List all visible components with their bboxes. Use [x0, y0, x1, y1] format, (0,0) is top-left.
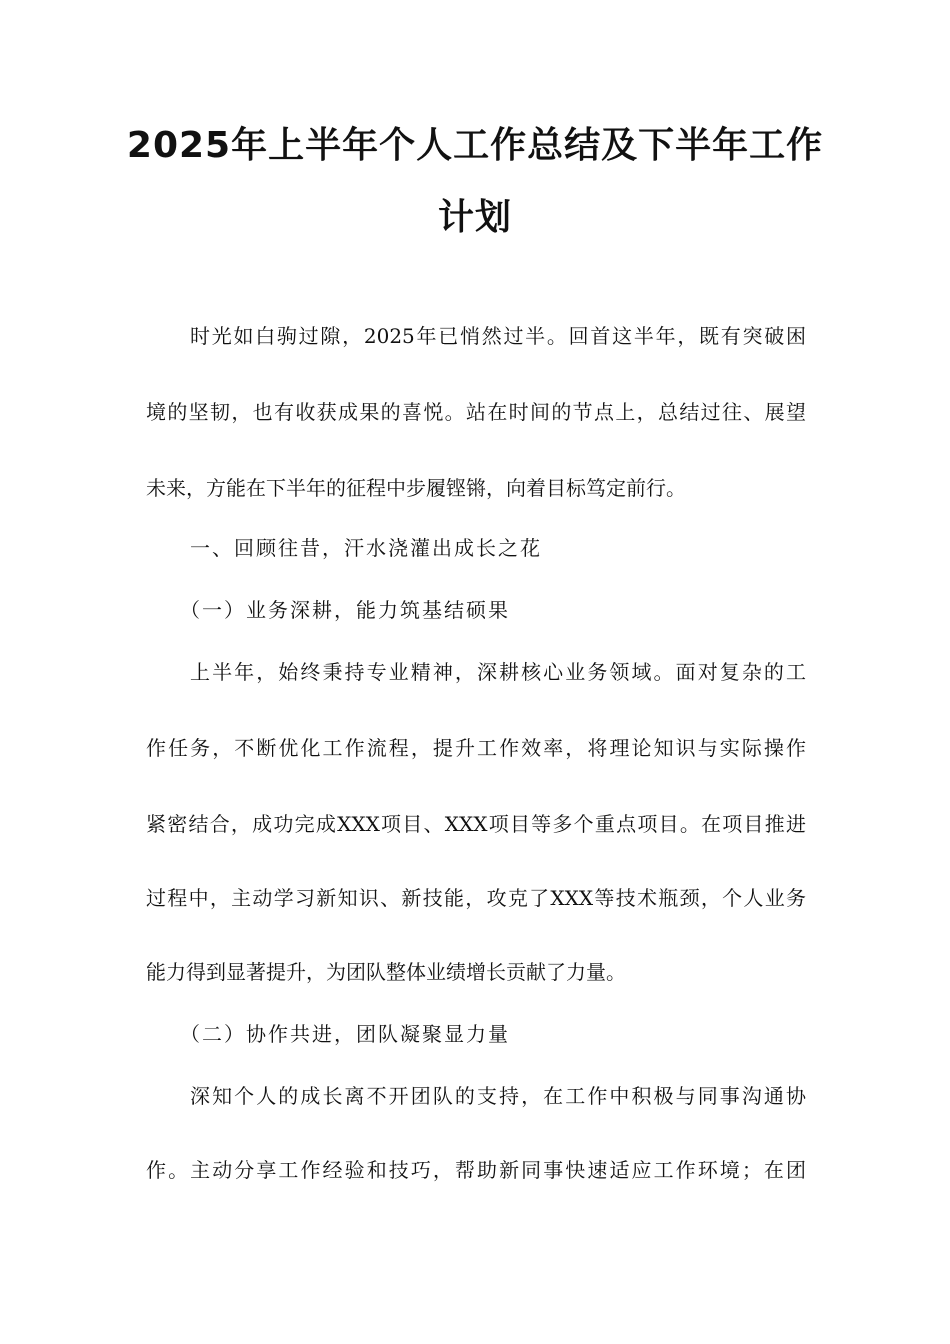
sub1-paragraph-line-3: 紧密结合，成功完成XXX项目、XXX项目等多个重点项目。在项目推进 — [146, 812, 806, 836]
subsection-1-heading: （一）业务深耕，能力筑基结硕果 — [180, 598, 510, 622]
sub1-paragraph-line-4: 过程中，主动学习新知识、新技能，攻克了XXX等技术瓶颈，个人业务 — [146, 886, 806, 910]
sub1-paragraph-line-5: 能力得到显著提升，为团队整体业绩增长贡献了力量。 — [146, 960, 626, 984]
intro-line-1: 时光如白驹过隙，2025年已悄然过半。回首这半年，既有突破困 — [190, 324, 806, 348]
sub1-paragraph-line-1: 上半年，始终秉持专业精神，深耕核心业务领域。面对复杂的工 — [190, 660, 806, 684]
subsection-2-heading: （二）协作共进，团队凝聚显力量 — [180, 1022, 510, 1046]
intro-line-3: 未来，方能在下半年的征程中步履铿锵，向着目标笃定前行。 — [146, 476, 686, 500]
sub2-paragraph-line-1: 深知个人的成长离不开团队的支持，在工作中积极与同事沟通协 — [190, 1084, 806, 1108]
section-1-heading: 一、回顾往昔，汗水浇灌出成长之花 — [190, 536, 542, 560]
document-title-line-1: 2025年上半年个人工作总结及下半年工作 — [126, 125, 824, 166]
sub2-paragraph-line-2: 作。主动分享工作经验和技巧，帮助新同事快速适应工作环境；在团 — [146, 1158, 806, 1182]
intro-line-2: 境的坚韧，也有收获成果的喜悦。站在时间的节点上，总结过往、展望 — [146, 400, 806, 424]
sub1-paragraph-line-2: 作任务，不断优化工作流程，提升工作效率，将理论知识与实际操作 — [146, 736, 806, 760]
document-title-line-2: 计划 — [437, 197, 512, 238]
